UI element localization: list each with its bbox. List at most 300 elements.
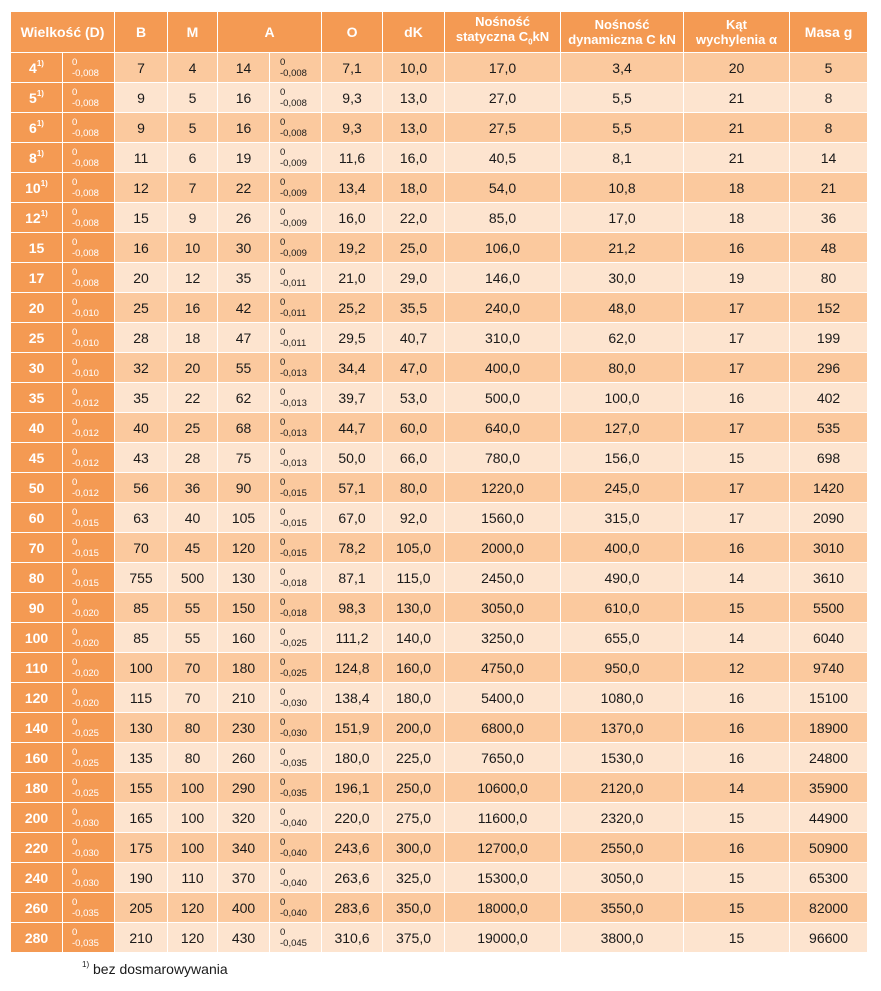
cell-o (322, 893, 383, 923)
mass-value: 698 (816, 449, 841, 466)
cell-dynamic-load (561, 233, 684, 263)
m-value: 40 (184, 509, 201, 526)
cell-o (322, 413, 383, 443)
dk-value: 130,0 (395, 599, 432, 616)
size-value: 140 (24, 719, 49, 736)
table-row (11, 833, 868, 863)
a-tol-upper: 0 (280, 806, 286, 818)
cell-dynamic-load (561, 533, 684, 563)
cell-o (322, 383, 383, 413)
cell-angle (684, 743, 790, 773)
cell-o (322, 533, 383, 563)
cell-o (322, 863, 383, 893)
table-row (11, 233, 868, 263)
cell-size (11, 923, 63, 953)
cell-m (168, 443, 218, 473)
cell-mass (790, 443, 868, 473)
dk-value: 40,7 (399, 329, 428, 346)
size-value: 80 (28, 569, 45, 586)
b-value: 11 (133, 149, 149, 166)
table-row (11, 263, 868, 293)
cell-o (322, 833, 383, 863)
table-row (11, 353, 868, 383)
header-angle-line1: Kąt (726, 17, 747, 32)
size-footnote-mark: 1) (40, 208, 48, 218)
mass-value: 152 (816, 299, 841, 316)
cell-size (11, 563, 63, 593)
table-body (11, 53, 868, 953)
cell-a-tolerance (270, 863, 322, 893)
cell-dk (383, 53, 445, 83)
m-value: 25 (184, 419, 201, 436)
cell-a (218, 263, 270, 293)
size-value: 280 (24, 929, 49, 946)
a-tol-upper: 0 (280, 446, 286, 458)
m-value: 9 (188, 209, 197, 226)
size-value: 240 (24, 869, 49, 886)
a-tol-lower: -0,030 (280, 727, 307, 739)
a-tol-lower: -0,015 (280, 547, 307, 559)
table-row (11, 293, 868, 323)
header-angle-line2: wychylenia α (696, 32, 777, 47)
a-tol-upper: 0 (280, 776, 286, 788)
tol-lower: -0,010 (72, 367, 99, 379)
tol-lower: -0,015 (72, 547, 99, 559)
cell-o (322, 503, 383, 533)
cell-dk (383, 353, 445, 383)
cell-dk (383, 473, 445, 503)
tol-lower: -0,030 (72, 847, 99, 859)
angle-value: 14 (728, 779, 745, 796)
a-tol-upper: 0 (280, 56, 286, 68)
cell-static-load (445, 503, 561, 533)
cell-static-load (445, 413, 561, 443)
b-value: 35 (133, 389, 149, 406)
m-value: 55 (184, 599, 201, 616)
cell-o (322, 443, 383, 473)
o-value: 11,6 (338, 149, 366, 166)
mass-value: 80 (820, 269, 837, 286)
tol-upper: 0 (72, 236, 78, 248)
a-value: 340 (231, 839, 256, 856)
cell-m (168, 383, 218, 413)
cell-a (218, 353, 270, 383)
cell-m (168, 503, 218, 533)
size-footnote-mark: 1) (36, 118, 44, 128)
static-load-value: 2450,0 (481, 569, 524, 586)
a-tol-upper: 0 (280, 236, 286, 248)
static-load-value: 10600,0 (477, 779, 528, 796)
cell-a (218, 893, 270, 923)
b-value: 12 (133, 179, 149, 196)
o-value: 263,6 (334, 869, 370, 886)
m-value: 100 (180, 809, 205, 826)
dynamic-load-value: 3050,0 (600, 869, 644, 886)
a-tol-lower: -0,040 (280, 847, 307, 859)
angle-value: 16 (728, 839, 745, 856)
cell-static-load (445, 773, 561, 803)
cell-a-tolerance (270, 743, 322, 773)
m-value: 55 (184, 629, 201, 646)
b-value: 9 (137, 119, 145, 136)
angle-value: 15 (728, 899, 745, 916)
table-row (11, 653, 868, 683)
cell-mass (790, 233, 868, 263)
cell-a-tolerance (270, 413, 322, 443)
cell-size-tolerance (63, 443, 115, 473)
dk-value: 16,0 (399, 149, 428, 166)
cell-angle (684, 923, 790, 953)
a-tol-upper: 0 (280, 746, 286, 758)
tol-lower: -0,035 (72, 937, 99, 949)
table-row (11, 53, 868, 83)
cell-dynamic-load (561, 323, 684, 353)
cell-size (11, 503, 63, 533)
cell-static-load (445, 473, 561, 503)
static-load-value: 17,0 (488, 59, 517, 76)
table-row (11, 713, 868, 743)
cell-size-tolerance (63, 533, 115, 563)
cell-o (322, 623, 383, 653)
b-value: 63 (133, 509, 149, 526)
dynamic-load-value: 156,0 (604, 449, 640, 466)
cell-dk (383, 593, 445, 623)
mass-value: 3610 (812, 569, 845, 586)
cell-dk (383, 653, 445, 683)
cell-a (218, 323, 270, 353)
cell-b (115, 623, 168, 653)
cell-b (115, 563, 168, 593)
cell-size (11, 623, 63, 653)
a-tol-upper: 0 (280, 476, 286, 488)
a-value: 320 (231, 809, 256, 826)
angle-value: 16 (728, 689, 745, 706)
cell-a-tolerance (270, 593, 322, 623)
cell-mass (790, 533, 868, 563)
cell-size-tolerance (63, 833, 115, 863)
cell-a (218, 593, 270, 623)
b-value: 755 (129, 569, 153, 586)
footnote (82, 961, 228, 977)
static-load-value: 6800,0 (481, 719, 524, 736)
cell-size (11, 173, 63, 203)
mass-value: 6040 (812, 629, 845, 646)
m-value: 22 (184, 389, 201, 406)
cell-mass (790, 803, 868, 833)
static-load-value: 500,0 (484, 389, 521, 406)
cell-angle (684, 353, 790, 383)
tol-upper: 0 (72, 776, 78, 788)
angle-value: 15 (728, 449, 745, 466)
cell-mass (790, 413, 868, 443)
cell-a-tolerance (270, 203, 322, 233)
a-value: 230 (231, 719, 256, 736)
dynamic-load-value: 10,8 (608, 179, 636, 196)
cell-angle (684, 833, 790, 863)
tol-lower: -0,010 (72, 307, 99, 319)
cell-dynamic-load (561, 893, 684, 923)
o-value: 21,0 (338, 269, 366, 286)
cell-angle (684, 533, 790, 563)
cell-m (168, 743, 218, 773)
angle-value: 15 (728, 809, 745, 826)
cell-static-load (445, 233, 561, 263)
cell-size (11, 443, 63, 473)
a-value: 26 (235, 209, 252, 226)
a-tol-lower: -0,025 (280, 667, 307, 679)
table-row (11, 173, 868, 203)
cell-m (168, 323, 218, 353)
dynamic-load-value: 2550,0 (600, 839, 644, 856)
cell-size (11, 653, 63, 683)
a-tol-upper: 0 (280, 536, 286, 548)
a-value: 370 (231, 869, 256, 886)
cell-static-load (445, 593, 561, 623)
table-row (11, 773, 868, 803)
cell-dk (383, 803, 445, 833)
cell-a (218, 53, 270, 83)
a-tol-lower: -0,030 (280, 697, 307, 709)
cell-dynamic-load (561, 503, 684, 533)
mass-value: 402 (816, 389, 841, 406)
m-value: 80 (184, 719, 201, 736)
dk-value: 115,0 (396, 569, 431, 586)
cell-dk (383, 173, 445, 203)
table-row (11, 413, 868, 443)
table-row (11, 203, 868, 233)
tol-upper: 0 (72, 746, 78, 758)
tol-upper: 0 (72, 476, 78, 488)
o-value: 111,2 (335, 629, 369, 646)
cell-dk (383, 863, 445, 893)
cell-a-tolerance (270, 233, 322, 263)
cell-angle (684, 263, 790, 293)
dk-value: 47,0 (399, 359, 428, 376)
cell-o (322, 203, 383, 233)
cell-dk (383, 383, 445, 413)
cell-size-tolerance (63, 653, 115, 683)
cell-size-tolerance (63, 113, 115, 143)
cell-dynamic-load (561, 593, 684, 623)
a-value: 160 (231, 629, 256, 646)
dk-value: 53,0 (399, 389, 428, 406)
dk-value: 18,0 (399, 179, 428, 196)
tol-lower: -0,020 (72, 637, 99, 649)
cell-angle (684, 293, 790, 323)
tol-upper: 0 (72, 536, 78, 548)
o-value: 78,2 (338, 539, 366, 556)
cell-dynamic-load (561, 413, 684, 443)
a-tol-upper: 0 (280, 626, 286, 638)
cell-dynamic-load (561, 653, 684, 683)
size-value: 10 (25, 179, 41, 196)
dk-value: 29,0 (399, 269, 428, 286)
cell-size-tolerance (63, 263, 115, 293)
cell-dynamic-load (561, 443, 684, 473)
a-value: 75 (235, 449, 252, 466)
mass-value: 65300 (809, 869, 848, 886)
size-value: 260 (24, 899, 49, 916)
size-value: 30 (28, 359, 45, 376)
cell-static-load (445, 323, 561, 353)
cell-mass (790, 773, 868, 803)
cell-a (218, 653, 270, 683)
cell-angle (684, 593, 790, 623)
m-value: 120 (180, 929, 205, 946)
o-value: 98,3 (338, 599, 366, 616)
angle-value: 18 (728, 209, 745, 226)
cell-a-tolerance (270, 143, 322, 173)
cell-o (322, 323, 383, 353)
cell-b (115, 503, 168, 533)
table-row (11, 83, 868, 113)
cell-m (168, 473, 218, 503)
cell-mass (790, 473, 868, 503)
b-value: 165 (129, 809, 153, 826)
cell-angle (684, 803, 790, 833)
cell-static-load (445, 203, 561, 233)
o-value: 34,4 (338, 359, 366, 376)
mass-value: 8 (824, 89, 833, 106)
cell-a-tolerance (270, 383, 322, 413)
a-tol-lower: -0,018 (280, 607, 307, 619)
cell-size-tolerance (63, 773, 115, 803)
static-load-value: 5400,0 (481, 689, 524, 706)
cell-size-tolerance (63, 413, 115, 443)
m-value: 10 (184, 239, 201, 256)
cell-a (218, 683, 270, 713)
cell-mass (790, 683, 868, 713)
b-value: 40 (133, 419, 149, 436)
table-row (11, 623, 868, 653)
cell-dk (383, 203, 445, 233)
dk-value: 60,0 (399, 419, 428, 436)
b-value: 9 (137, 89, 145, 106)
cell-m (168, 113, 218, 143)
cell-size-tolerance (63, 323, 115, 353)
a-tol-upper: 0 (280, 866, 286, 878)
o-value: 25,2 (338, 299, 366, 316)
a-tol-upper: 0 (280, 566, 286, 578)
cell-a (218, 173, 270, 203)
cell-o (322, 173, 383, 203)
tol-lower: -0,012 (72, 457, 99, 469)
cell-static-load (445, 263, 561, 293)
cell-size-tolerance (63, 503, 115, 533)
size-value: 20 (28, 299, 45, 316)
tol-lower: -0,015 (72, 577, 99, 589)
cell-a (218, 773, 270, 803)
m-value: 18 (184, 329, 201, 346)
cell-dk (383, 143, 445, 173)
tol-lower: -0,012 (72, 427, 99, 439)
o-value: 67,0 (338, 509, 366, 526)
tol-upper: 0 (72, 566, 78, 578)
angle-value: 21 (728, 89, 745, 106)
size-value: 12 (25, 209, 41, 226)
cell-a-tolerance (270, 473, 322, 503)
cell-static-load (445, 143, 561, 173)
a-value: 150 (231, 599, 256, 616)
cell-a-tolerance (270, 53, 322, 83)
a-value: 16 (235, 89, 252, 106)
cell-a-tolerance (270, 83, 322, 113)
m-value: 110 (181, 869, 204, 886)
tol-lower: -0,008 (72, 247, 99, 259)
cell-static-load (445, 563, 561, 593)
cell-b (115, 803, 168, 833)
cell-a (218, 713, 270, 743)
cell-b (115, 473, 168, 503)
dk-value: 10,0 (399, 59, 428, 76)
a-tol-upper: 0 (280, 266, 286, 278)
cell-m (168, 293, 218, 323)
b-value: 210 (129, 929, 153, 946)
table-row (11, 563, 868, 593)
size-value: 35 (28, 389, 45, 406)
cell-size-tolerance (63, 893, 115, 923)
dk-value: 200,0 (395, 719, 432, 736)
cell-o (322, 143, 383, 173)
a-tol-lower: -0,011 (280, 337, 307, 349)
cell-dynamic-load (561, 113, 684, 143)
tol-lower: -0,020 (72, 607, 99, 619)
cell-a-tolerance (270, 443, 322, 473)
o-value: 180,0 (334, 749, 370, 766)
cell-a (218, 203, 270, 233)
a-value: 14 (235, 59, 252, 76)
tol-upper: 0 (72, 806, 78, 818)
cell-b (115, 593, 168, 623)
a-value: 42 (235, 299, 252, 316)
cell-m (168, 533, 218, 563)
dk-value: 350,0 (395, 899, 432, 916)
cell-a (218, 533, 270, 563)
header-size: Wielkość (D) (11, 12, 115, 53)
dynamic-load-value: 2320,0 (600, 809, 644, 826)
a-value: 90 (235, 479, 252, 496)
cell-dynamic-load (561, 263, 684, 293)
static-load-value: 85,0 (488, 209, 517, 226)
mass-value: 82000 (809, 899, 848, 916)
tol-upper: 0 (72, 266, 78, 278)
cell-static-load (445, 653, 561, 683)
header-b: B (115, 12, 168, 53)
o-value: 50,0 (338, 449, 366, 466)
tol-upper: 0 (72, 416, 78, 428)
angle-value: 15 (728, 599, 745, 616)
cell-angle (684, 563, 790, 593)
mass-value: 535 (816, 419, 841, 436)
cell-size (11, 473, 63, 503)
mass-value: 15100 (809, 689, 848, 706)
a-tol-lower: -0,011 (280, 277, 307, 289)
cell-dk (383, 263, 445, 293)
a-tol-lower: -0,009 (280, 157, 307, 169)
cell-a-tolerance (270, 263, 322, 293)
mass-value: 9740 (812, 659, 845, 676)
angle-value: 15 (728, 929, 745, 946)
angle-value: 16 (728, 239, 745, 256)
cell-a (218, 503, 270, 533)
cell-size-tolerance (63, 743, 115, 773)
cell-a-tolerance (270, 623, 322, 653)
cell-m (168, 923, 218, 953)
cell-m (168, 53, 218, 83)
footnote-text: bez dosmarowywania (89, 961, 228, 977)
cell-mass (790, 53, 868, 83)
a-value: 290 (231, 779, 256, 796)
